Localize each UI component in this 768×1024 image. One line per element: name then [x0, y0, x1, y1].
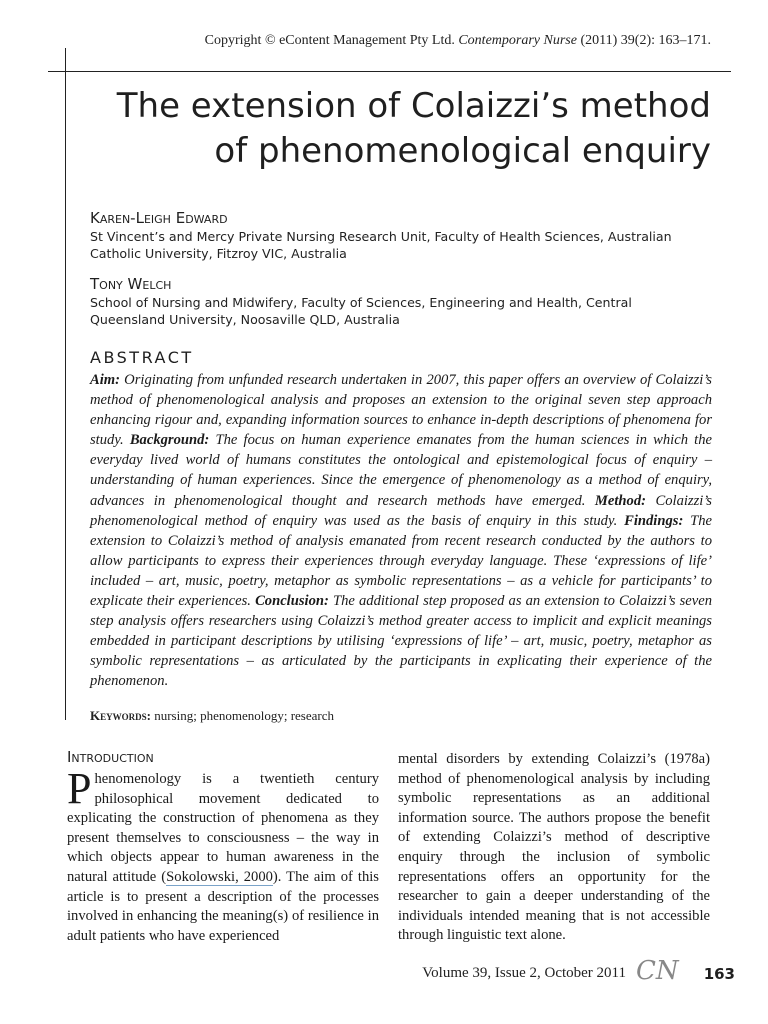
article-title — [100, 84, 711, 174]
author-block-1 — [90, 208, 700, 262]
journal-name: Contemporary Nurse — [458, 33, 577, 48]
intro-text-2: ). The aim of this article is to present a description of the processes involved in enhancing the meaning(s) of resilience in adult patients who have experienced — [67, 868, 379, 944]
drop-cap: P — [67, 764, 92, 813]
journal-logo-icon: CN — [636, 956, 679, 986]
copyright-text: Copyright © eContent Management Pty Ltd. — [204, 33, 455, 48]
author-block-2 — [90, 274, 700, 328]
copyright-line — [0, 33, 711, 49]
title-line-1: The extension of Colaizzi’s method — [116, 86, 711, 126]
author-name: Tony Welch — [90, 275, 172, 293]
findings-text: The extension to Colaizzi’s method of analysis emanated from recent research conducted by the authors to allow participants to express their experiences through everyday language. These ‘expressions of life’ included – art, music, poetry, metaphor as symbolic representations – as a vehicle for participants’ to explicate their experiences. — [90, 512, 712, 610]
background-label: Background: — [129, 432, 210, 449]
method-text: Colaizzi’s phenomenological method of enquiry was used as the basis of enquiry in this study. — [90, 492, 712, 529]
introduction-left-column — [67, 764, 379, 946]
citation-link[interactable]: Sokolowski, 2000 — [166, 868, 273, 885]
author-affiliation: School of Nursing and Midwifery, Faculty of Sciences, Engineering and Health, Central Queensland University, Noosaville QLD, Australia — [90, 295, 632, 327]
keywords-text: nursing; phenomenology; research — [154, 708, 334, 723]
aim-label: Aim: — [90, 372, 120, 388]
author-affiliation: St Vincent’s and Mercy Private Nursing Research Unit, Faculty of Health Sciences, Australian Catholic University, Fitzroy VIC, Australia — [90, 229, 672, 261]
method-label: Method: — [594, 492, 646, 509]
abstract-body — [90, 370, 712, 692]
title-line-2: of phenomenological enquiry — [214, 131, 711, 171]
horizontal-rule — [48, 71, 731, 72]
background-text: The focus on human experience emanates from the human sciences in which the everyday lived world of humans constitutes the ontological and epistemological focus of enquiry – understanding of human experiences. Since the emergence of phenomenology as a method of enquiry, advances in phenomenological thought and research methods have emerged. — [90, 432, 712, 509]
findings-label: Findings: — [624, 512, 684, 529]
conclusion-label: Conclusion: — [255, 593, 329, 610]
footer-volume-info: Volume 39, Issue 2, October 2011 — [422, 965, 626, 981]
journal-issue-pages: (2): 163–171. — [634, 33, 711, 48]
vertical-rule — [65, 48, 66, 720]
keywords-label: Keywords: — [90, 708, 151, 723]
abstract-heading: ABSTRACT — [90, 348, 194, 367]
journal-volume: 39 — [620, 33, 635, 48]
introduction-right-column: mental disorders by extending Colaizzi’s (1978a) method of phenomenological analysis by including symbolic representations as an additional information source. The authors propose the benefit of extending Colaizzi’s method of descriptive enquiry through the inclusion of symbolic representations offers an opportunity for the researcher to gain a deeper understanding of the individuals intended meaning that is not accessible through linguistic text alone. — [398, 751, 710, 944]
aim-text: Originating from unfunded research undertaken in 2007, this paper offers an overview of Colaizzi’s method of phenomenological analysis and proposes an extension to the original seven step approach enhancing rigour and, expanding information sources to enhance in-depth descriptions of phenomena for study. — [90, 372, 712, 449]
intro-text-1: henomenology is a twentieth century philosophical movement dedicated to explicating the construction of phenomena as they present themselves to consciousness – the way in which objects appear to human awareness in the natural attitude ( — [67, 771, 379, 885]
introduction-heading: Introduction — [67, 748, 154, 766]
page-number: 163 — [703, 965, 735, 983]
keywords-line — [90, 708, 334, 724]
author-name: Karen-Leigh Edward — [90, 209, 228, 227]
journal-year: (2011) — [580, 33, 618, 48]
conclusion-text: The additional step proposed as an extension to Colaizzi’s seven step analysis offers researchers using Colaizzi’s method greater access to implicit and explicit meanings embedded in participant descriptions by utilising ‘expressions of life’ – art, music, poetry, metaphor as symbolic representations – as articulated by the participants in explicating their experience of the phenomenon. — [90, 593, 713, 690]
